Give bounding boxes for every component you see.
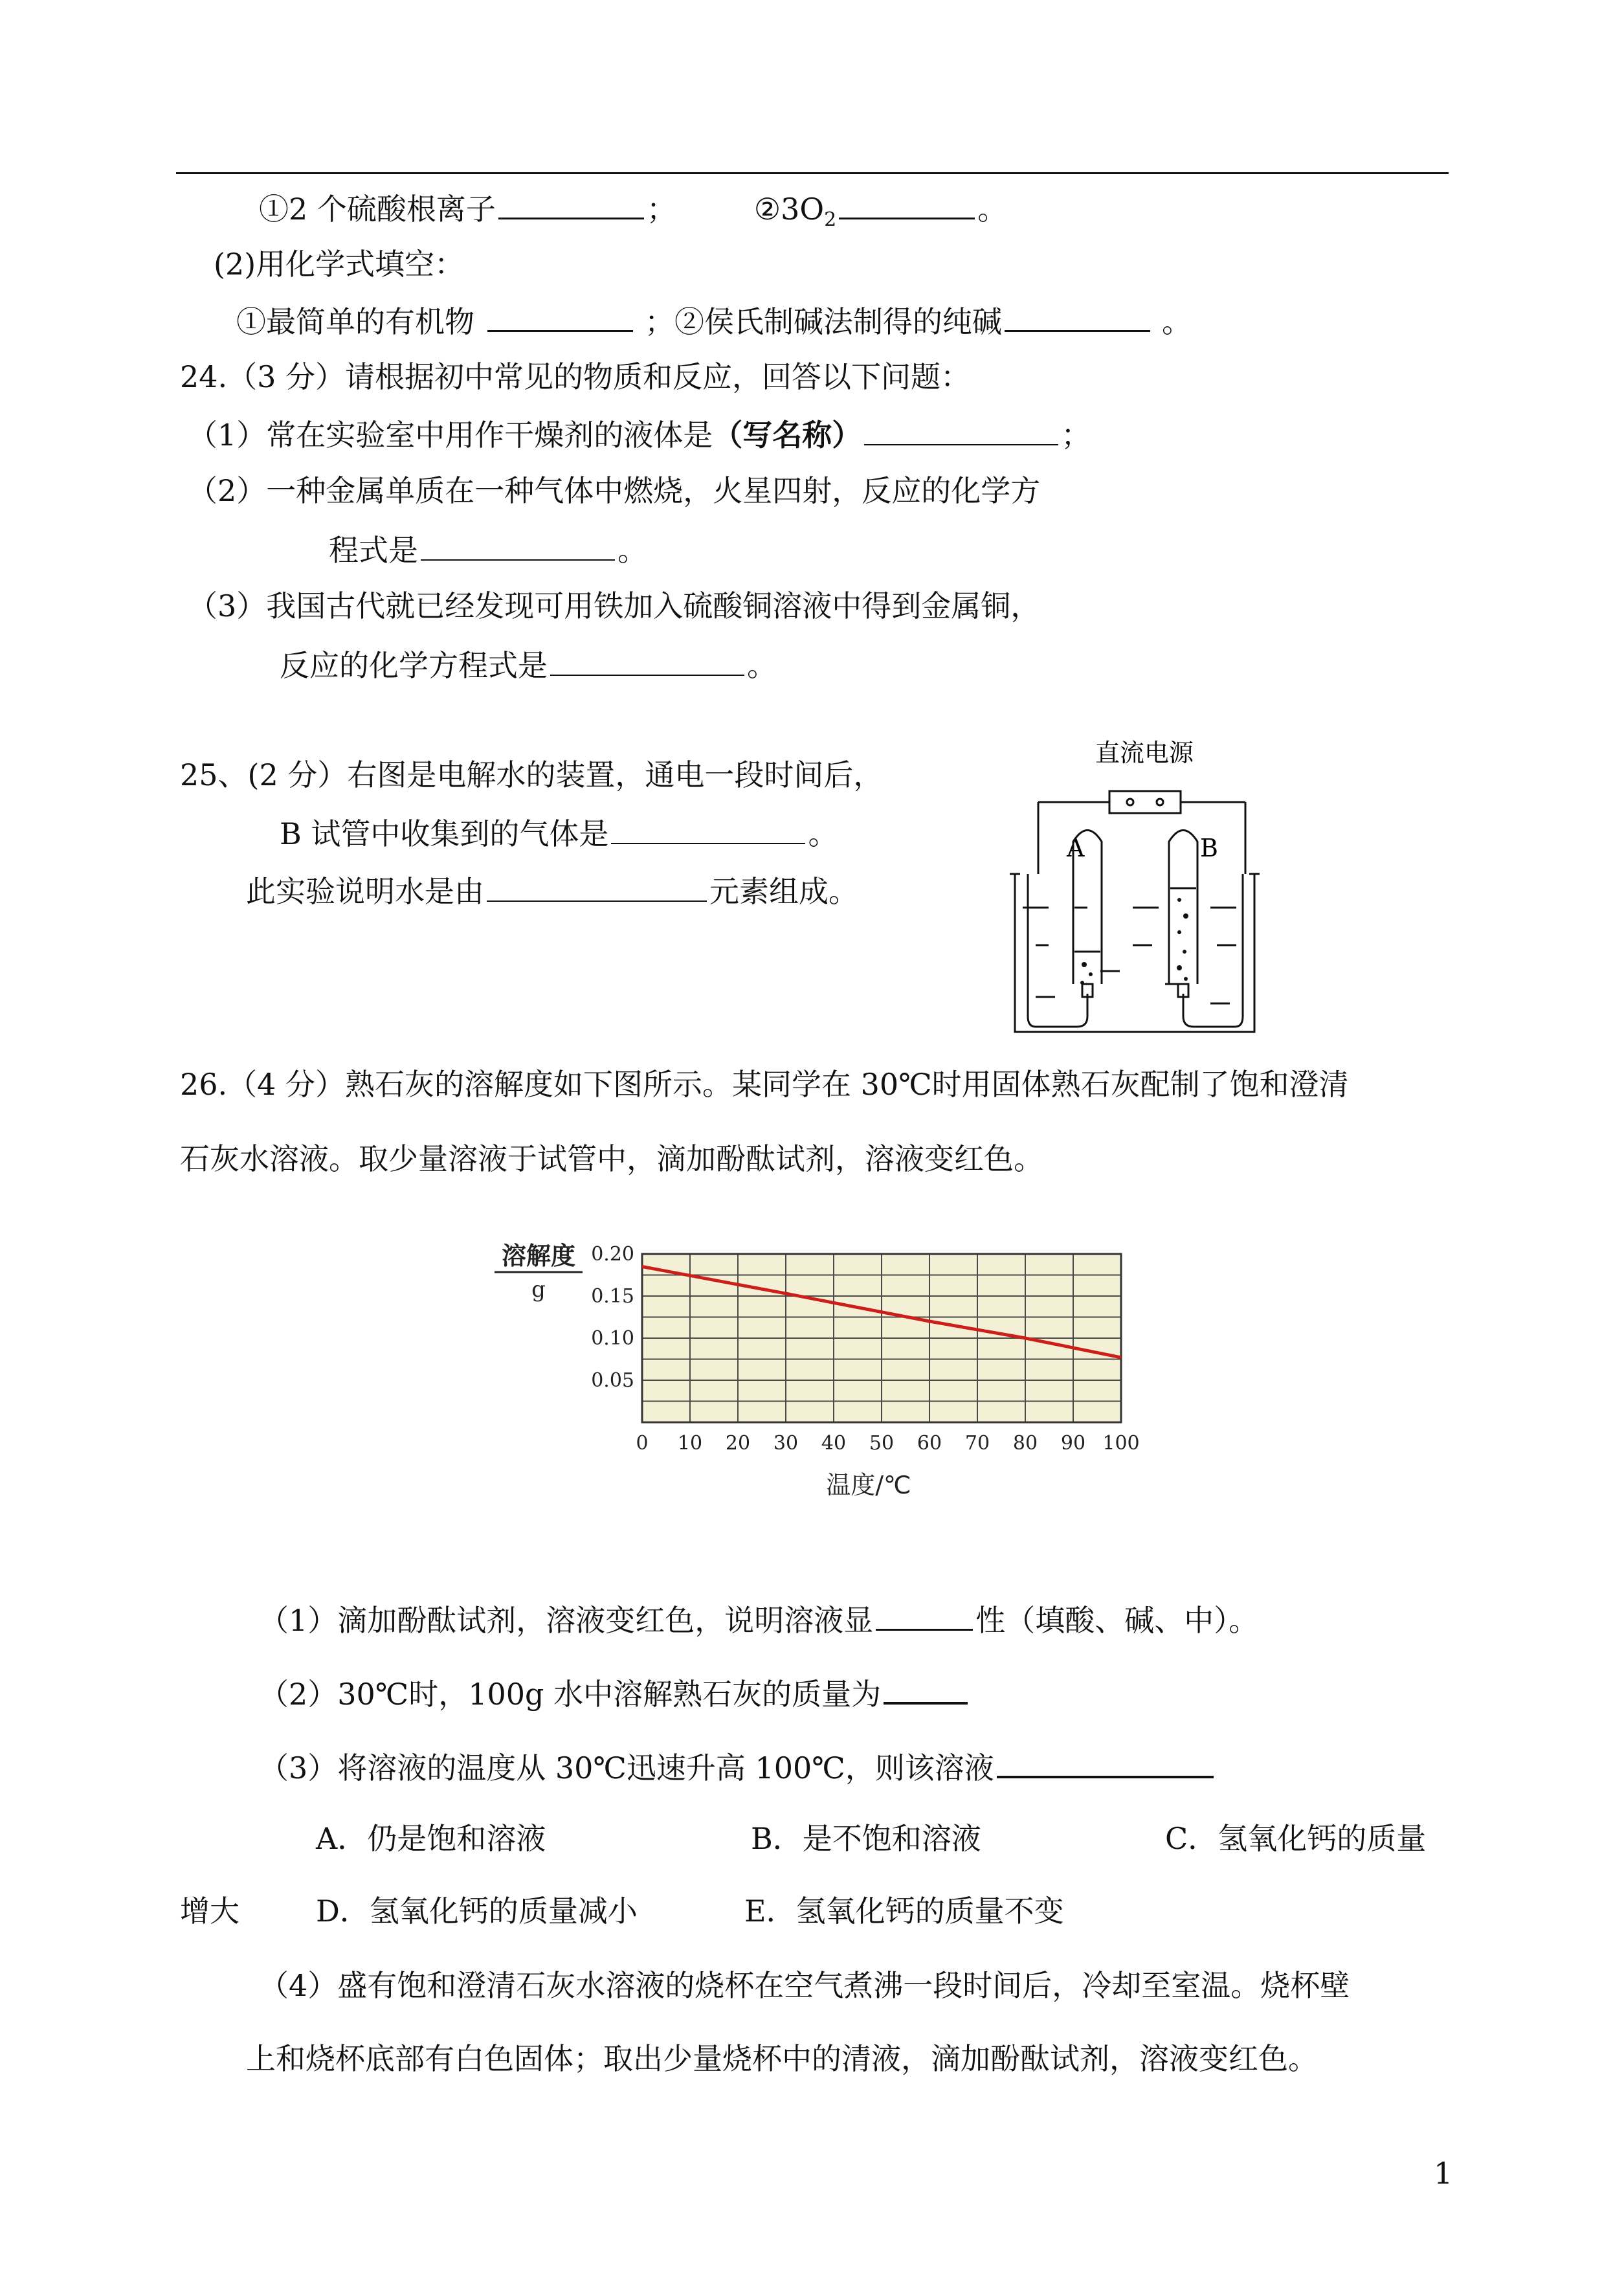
option-d[interactable]: D．氢氧化钙的质量减小 (316, 1894, 638, 1929)
q26-sub2: （2）30℃时，100g 水中溶解熟石灰的质量为 (259, 1672, 970, 1714)
y-tick-label: 0.05 (591, 1369, 634, 1392)
q26-sub4-line1: （4）盛有饱和澄清石灰水溶液的烧杯在空气煮沸一段时间后，冷却至室温。烧杯壁 (259, 1968, 1350, 2003)
option-c[interactable]: C．氢氧化钙的质量 (1165, 1821, 1427, 1856)
answer-blank[interactable] (1005, 300, 1150, 332)
q23-line2: (2)用化学式填空： (214, 247, 465, 282)
answer-blank[interactable] (498, 188, 644, 219)
y-tick-label: 0.20 (591, 1243, 634, 1266)
q24-part2a: （2）一种金属单质在一种气体中燃烧，火星四射，反应的化学方 (188, 473, 1041, 508)
x-tick-label: 90 (1060, 1432, 1086, 1455)
y-axis-label: 溶解度 (501, 1242, 576, 1270)
electrolysis-apparatus (997, 738, 1275, 1042)
power-source-label: 直流电源 (1095, 739, 1194, 767)
option-a[interactable]: A．仍是饱和溶液 (316, 1821, 546, 1856)
header-rule (176, 172, 1449, 174)
y-axis-unit: g (531, 1277, 546, 1303)
option-b[interactable]: B．是不饱和溶液 (751, 1821, 981, 1856)
q24-part3b: 反应的化学方程式是 。 (280, 645, 777, 685)
beaker-icon (1010, 874, 1260, 1032)
q25-header: 25、(2 分）右图是电解水的装置，通电一段时间后， (180, 757, 884, 792)
option-e[interactable]: E．氢氧化钙的质量不变 (744, 1894, 1064, 1929)
answer-blank[interactable] (997, 1746, 1214, 1778)
q26-sub3: （3）将溶液的温度从 30℃迅速升高 100℃，则该溶液 (259, 1746, 1216, 1787)
x-tick-label: 50 (869, 1432, 895, 1455)
q25-line3: 此实验说明水是由 元素组成。 (246, 871, 858, 911)
answer-blank[interactable] (421, 530, 615, 561)
q25-line2: B 试管中收集到的气体是 。 (280, 813, 838, 853)
gas-bubbles-icon (1080, 898, 1188, 985)
answer-blank[interactable] (864, 414, 1058, 445)
x-tick-label: 60 (917, 1432, 942, 1455)
q24-part2b: 程式是 。 (329, 530, 647, 570)
tube-a-label: A (1067, 834, 1085, 862)
x-tick-label: 10 (677, 1432, 703, 1455)
q26-sub1: （1）滴加酚酞试剂，溶液变红色，说明溶液显 性（填酸、碱、中）。 (259, 1599, 1258, 1640)
tube-b-label: B (1200, 834, 1218, 862)
x-tick-label: 20 (725, 1432, 751, 1455)
q26-sub4-line2: 上和烧杯底部有白色固体；取出少量烧杯中的清液，滴加酚酞试剂，溶液变红色。 (246, 2041, 1318, 2076)
q24-part3a: （3）我国古代就已经发现可用铁加入硫酸铜溶液中得到金属铜， (188, 588, 1041, 623)
q26-header-1: 26.（4 分）熟石灰的溶解度如下图所示。某同学在 30℃时用固体熟石灰配制了饱和澄清 (180, 1067, 1349, 1102)
q24-header: 24.（3 分）请根据初中常见的物质和反应，回答以下问题： (180, 359, 971, 394)
q23-line3: ①最简单的有机物 ；②侯氏制碱法制得的纯碱 。 (236, 300, 1192, 341)
x-tick-label: 80 (1012, 1432, 1038, 1455)
answer-blank[interactable] (487, 871, 707, 902)
x-axis-label: 温度/℃ (826, 1471, 911, 1499)
y-tick-label: 0.15 (591, 1285, 634, 1308)
q26-header-2: 石灰水溶液。取少量溶液于试管中，滴加酚酞试剂，溶液变红色。 (180, 1141, 1043, 1176)
solubility-chart (461, 1220, 1173, 1518)
x-tick-label: 30 (773, 1432, 799, 1455)
y-tick-label: 0.10 (591, 1327, 634, 1350)
q23-line1: ①2 个硫酸根离子 ； $②3O_2$ 。 (259, 188, 1007, 240)
water-level-icon (1023, 908, 1236, 1003)
answer-blank[interactable] (487, 300, 633, 332)
answer-blank[interactable] (611, 813, 805, 844)
x-tick-label: 40 (821, 1432, 847, 1455)
answer-blank[interactable] (550, 645, 744, 676)
answer-blank[interactable] (876, 1599, 973, 1631)
x-tick-label: 100 (1102, 1432, 1140, 1455)
page-number: 1 (1434, 2156, 1453, 2191)
test-tube-b-icon (1169, 831, 1197, 985)
q24-part1: （1）常在实验室中用作干燥剂的液体是（写名称） ； (188, 414, 1091, 454)
x-tick-label: 70 (964, 1432, 990, 1455)
answer-blank[interactable] (839, 188, 975, 219)
option-c-continued: 增大 (180, 1894, 239, 1929)
answer-blank[interactable] (884, 1672, 968, 1705)
x-tick-label: 0 (636, 1432, 649, 1455)
